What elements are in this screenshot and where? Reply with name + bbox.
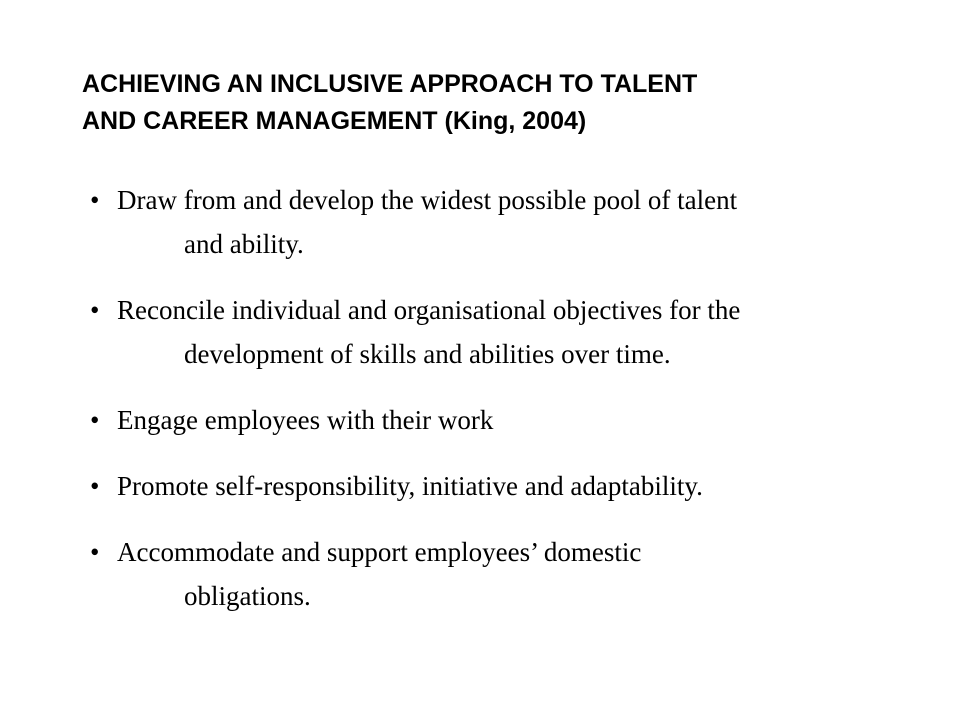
bullet-item-4 — [90, 464, 920, 508]
bullet-5-line-2: obligations. — [184, 581, 311, 611]
bullet-item-5 — [90, 530, 920, 618]
bullet-dot: • — [90, 295, 100, 325]
bullet-1-line-2: and ability. — [184, 229, 304, 259]
bullet-1-line-1: Draw from and develop the widest possible pool of talent — [117, 185, 738, 215]
slide-title-line-2: AND CAREER MANAGEMENT (King, 2004) — [82, 107, 587, 135]
bullet-dot: • — [90, 537, 100, 567]
bullet-3-line-1: Engage employees with their work — [117, 405, 494, 435]
bullet-4-line-1: Promote self-responsibility, initiative and adaptability. — [117, 471, 703, 501]
bullet-2-line-1: Reconcile individual and organisational objectives for the — [117, 295, 741, 325]
bullet-item-1 — [90, 178, 920, 266]
bullet-dot: • — [90, 405, 100, 435]
bullet-item-2 — [90, 288, 920, 376]
slide-title — [82, 66, 902, 140]
bullet-dot: • — [90, 185, 100, 215]
bullet-list — [90, 178, 920, 640]
bullet-item-3 — [90, 398, 920, 442]
bullet-5-line-1: Accommodate and support employees’ domestic — [117, 537, 642, 567]
bullet-dot: • — [90, 471, 100, 501]
bullet-2-line-2: development of skills and abilities over time. — [184, 339, 671, 369]
slide-title-line-1: ACHIEVING AN INCLUSIVE APPROACH TO TALENT — [82, 70, 698, 98]
